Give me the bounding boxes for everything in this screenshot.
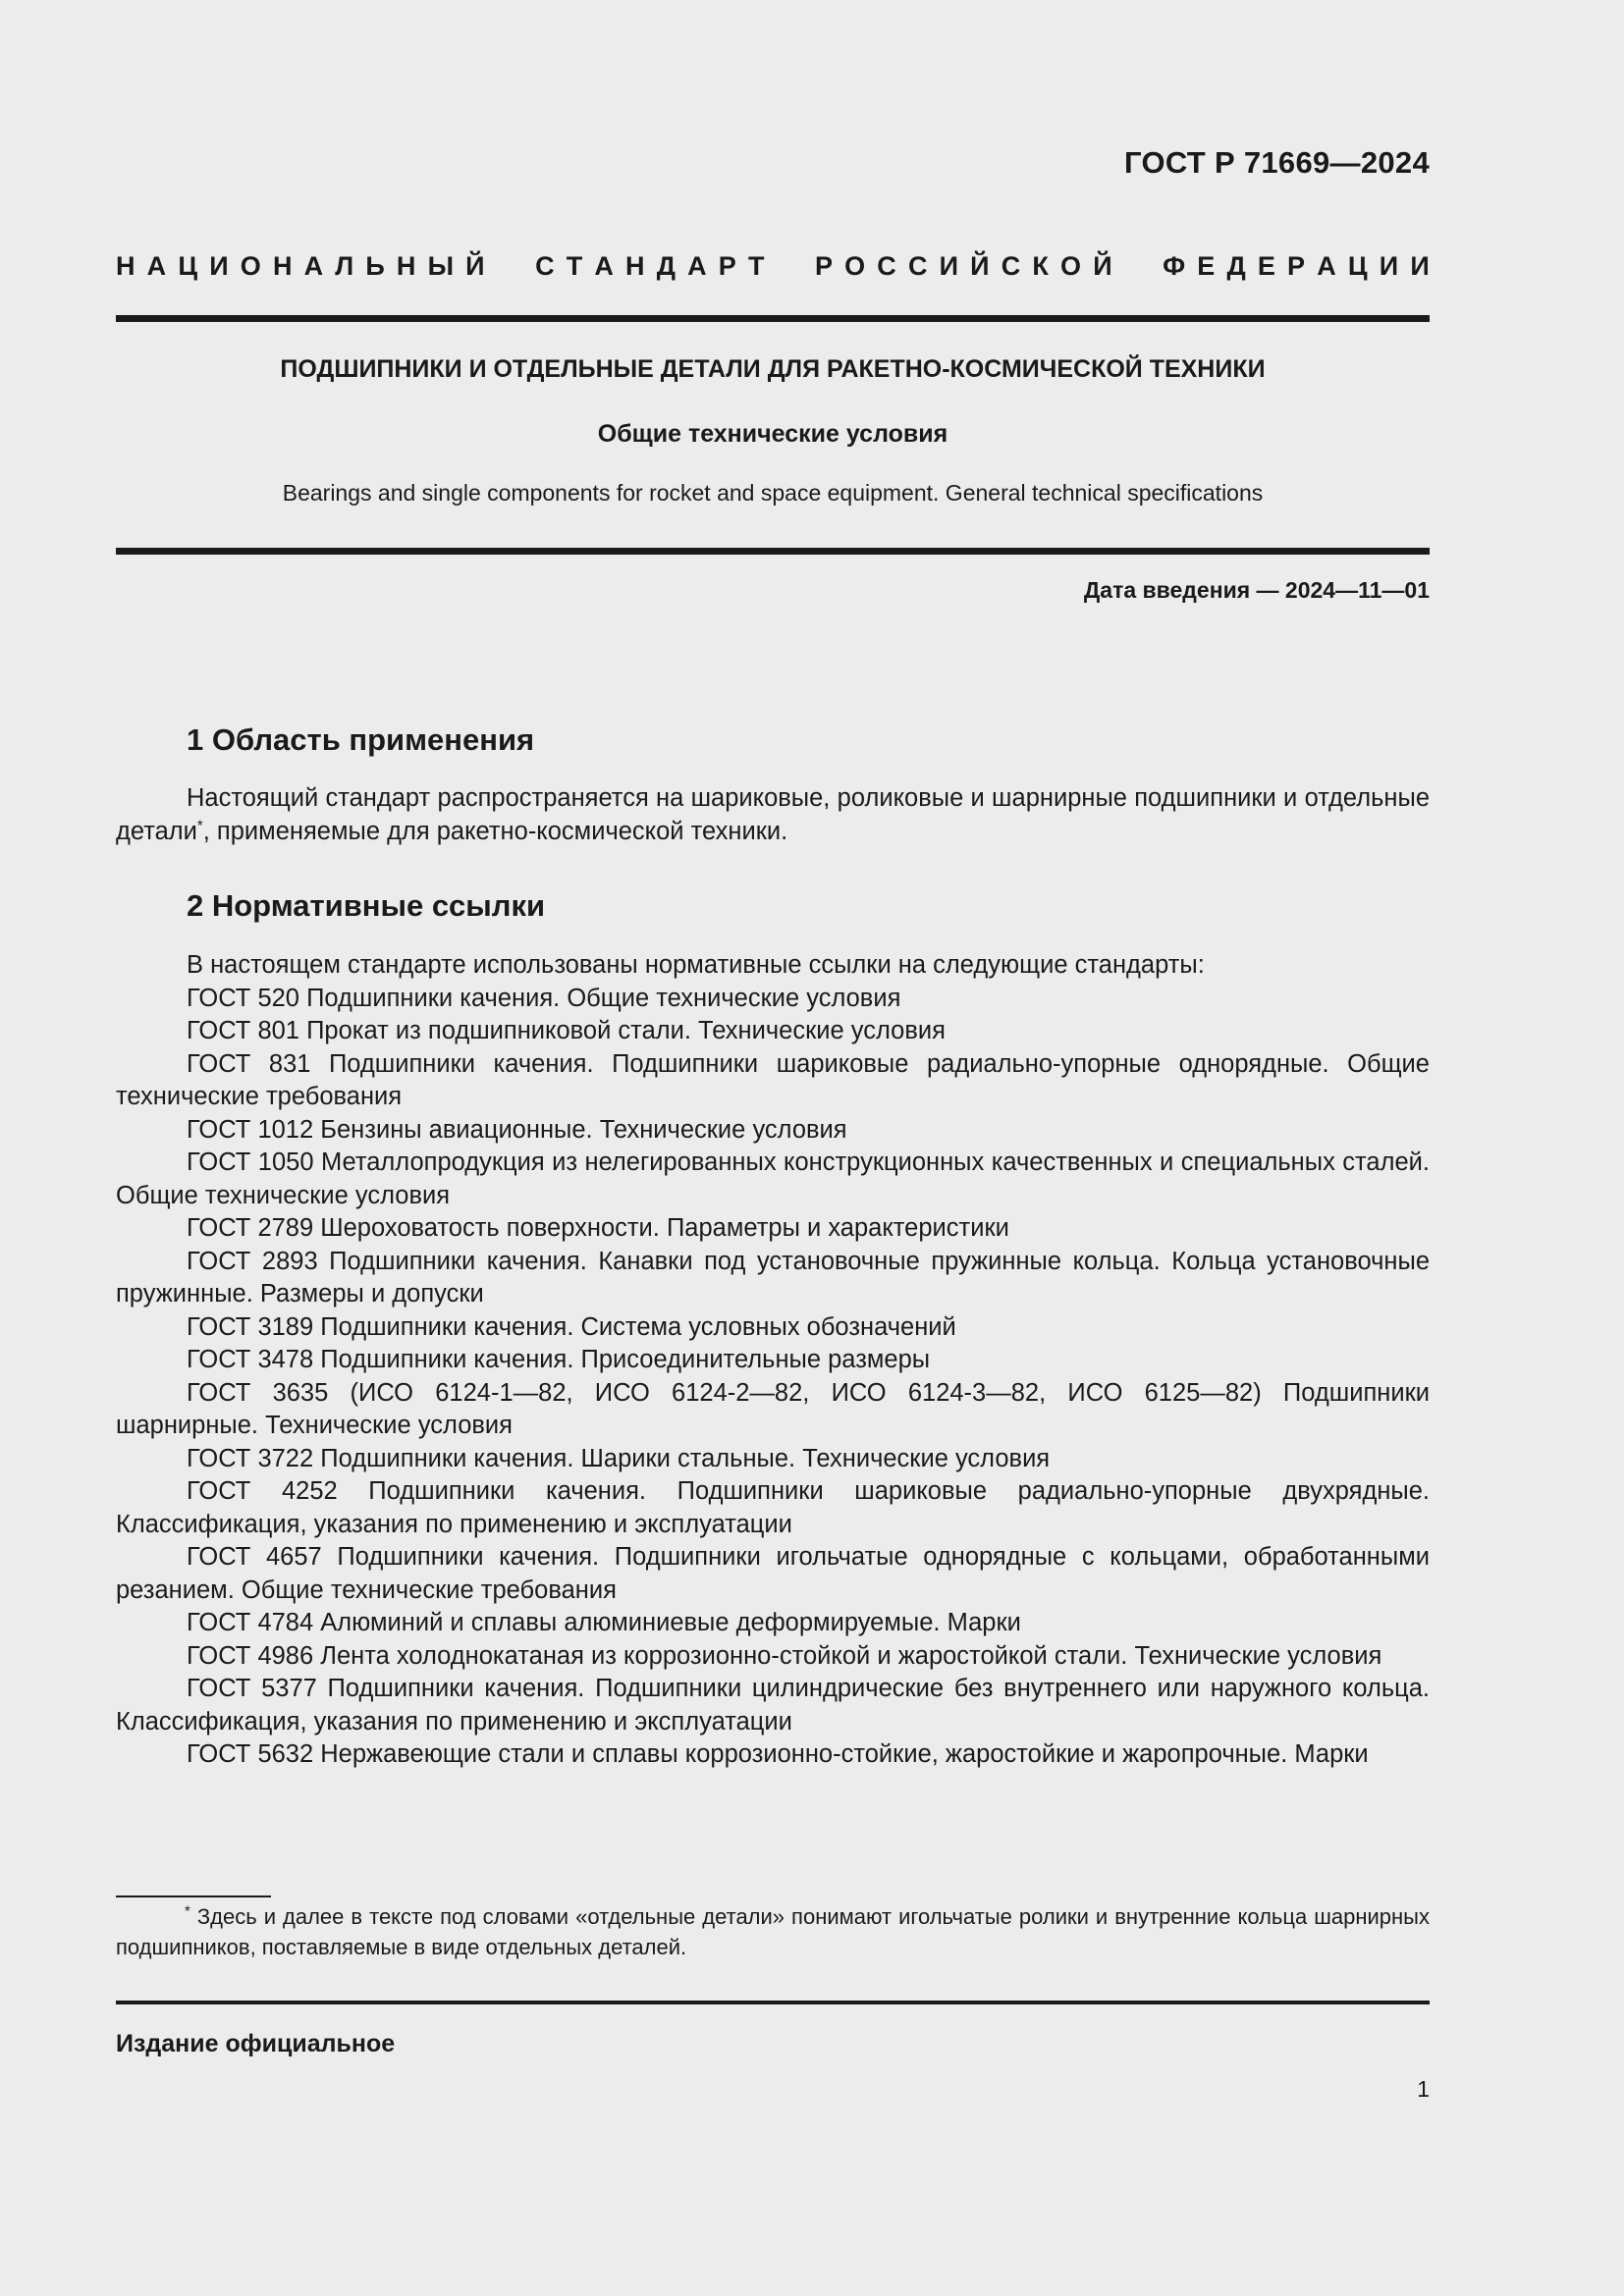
reference-item: ГОСТ 831 Подшипники качения. Подшипники шариковые радиально-упорные однорядные. Общие технические требования [116, 1049, 1430, 1110]
scope-text: Настоящий стандарт распространяется на шариковые, роликовые и шарнирные подшипники и отдельные детали [116, 784, 1430, 845]
national-title-letter: Ц [1347, 251, 1368, 281]
national-title-letter: А [303, 251, 324, 281]
footnote-text: Здесь и далее в тексте под словами «отдельные детали» понимают игольчатые ролики и внутренние кольца шарнирных подшипников, поставляемые в виде отдельных деталей. [116, 1904, 1430, 1959]
national-title-letter: Л [335, 251, 354, 281]
national-title-letter: И [1379, 251, 1399, 281]
national-title-letter: С [907, 251, 928, 281]
reference-item: ГОСТ 801 Прокат из подшипниковой стали. Технические условия [187, 1017, 946, 1044]
national-title-letter: Т [566, 251, 583, 281]
reference-item: ГОСТ 2893 Подшипники качения. Канавки под установочные пружинные кольца. Кольца установочные пружинные. Размеры и допуски [116, 1247, 1430, 1308]
national-title-letter: Е [1257, 251, 1275, 281]
national-title-letter: Ф [1163, 251, 1186, 281]
references-list [116, 949, 1430, 1772]
national-title-letter: И [1410, 251, 1430, 281]
national-title-letter: А [687, 251, 707, 281]
section-heading-references: 2 Нормативные ссылки [187, 888, 546, 923]
reference-item: ГОСТ 4252 Подшипники качения. Подшипники шариковые радиально-упорные двухрядные. Классификация, указания по применению и эксплуатации [116, 1477, 1430, 1538]
reference-items [116, 983, 1430, 1772]
national-title-letter: С [1001, 251, 1021, 281]
word-gap [795, 251, 803, 282]
reference-item: ГОСТ 4657 Подшипники качения. Подшипники игольчатые однорядные с кольцами, обработанными резанием. Общие технические требования [116, 1543, 1430, 1604]
national-title-letter: О [844, 251, 866, 281]
footer-divider [116, 2001, 1430, 2004]
national-title-letter: О [1060, 251, 1082, 281]
national-title-letter: Й [1093, 251, 1112, 281]
standard-title: ПОДШИПНИКИ И ОТДЕЛЬНЫЕ ДЕТАЛИ ДЛЯ РАКЕТНО-КОСМИЧЕСКОЙ ТЕХНИКИ [280, 355, 1266, 383]
word-gap [1124, 251, 1132, 282]
word-gap [777, 251, 785, 282]
national-title-letter: Ь [365, 251, 385, 281]
national-title-letter: Р [718, 251, 736, 281]
national-title-letter: Н [396, 251, 416, 281]
scope-paragraph [116, 782, 1430, 848]
reference-item: ГОСТ 1012 Бензины авиационные. Технические условия [187, 1115, 847, 1144]
national-title-letter: Д [1226, 251, 1246, 281]
page-number: 1 [1417, 2076, 1430, 2102]
national-title-letter: Ц [178, 251, 198, 281]
reference-item: ГОСТ 1050 Металлопродукция из нелегированных конструкционных качественных и специальных сталей. Общие технические условия [116, 1148, 1430, 1209]
section-heading-scope: 1 Область применения [187, 722, 535, 757]
national-title-letter: Н [272, 251, 293, 281]
national-title-letter: И [209, 251, 229, 281]
national-title-letter: О [240, 251, 261, 281]
national-standard-title [116, 251, 1430, 282]
header-divider [116, 315, 1430, 322]
national-title-letter: Т [747, 251, 765, 281]
national-title-letter: Й [970, 251, 990, 281]
national-title-letter: Д [656, 251, 676, 281]
national-title-letter: С [877, 251, 896, 281]
national-title-letter: С [535, 251, 555, 281]
reference-item: ГОСТ 2789 Шероховатость поверхности. Параметры и характеристики [187, 1214, 1009, 1242]
national-title-letter: А [146, 251, 167, 281]
reference-item: ГОСТ 3478 Подшипники качения. Присоединительные размеры [187, 1346, 931, 1373]
standard-subtitle: Общие технические условия [597, 420, 948, 448]
document-number: ГОСТ Р 71669—2024 [1124, 145, 1430, 180]
reference-item: ГОСТ 3722 Подшипники качения. Шарики стальные. Технические условия [187, 1444, 1051, 1472]
references-intro: В настоящем стандарте использованы нормативные ссылки на следующие стандарты: [187, 951, 1205, 979]
national-title-letter: Н [116, 251, 135, 281]
footnote [116, 1901, 1430, 1962]
reference-item: ГОСТ 4784 Алюминий и сплавы алюминиевые деформируемые. Марки [187, 1609, 1021, 1636]
reference-item: ГОСТ 3189 Подшипники качения. Система условных обозначений [187, 1312, 956, 1341]
scope-text-end: , применяемые для ракетно-космической техники. [202, 817, 788, 845]
footnote-mark: * [196, 817, 203, 833]
title-divider [116, 548, 1430, 555]
reference-item: ГОСТ 3635 (ИСО 6124-1—82, ИСО 6124-2—82, ИСО 6124-3—82, ИСО 6125—82) Подшипники шарнирные. Технические условия [116, 1378, 1430, 1439]
national-title-letter: А [594, 251, 614, 281]
introduction-date: Дата введения — 2024—11—01 [1083, 577, 1430, 603]
national-title-letter: К [1032, 251, 1049, 281]
national-title-letter: Р [1287, 251, 1306, 281]
reference-item: ГОСТ 5632 Нержавеющие стали и сплавы коррозионно-стойкие, жаростойкие и жаропрочные. Марки [187, 1740, 1369, 1768]
national-title-letter: Е [1197, 251, 1216, 281]
national-title-letter: И [939, 251, 958, 281]
english-title: Bearings and single components for rocket and space equipment. General technical specifications [282, 480, 1264, 506]
word-gap [515, 251, 523, 282]
national-title-letter: Р [814, 251, 833, 281]
national-title-letter: Ы [427, 251, 455, 281]
footnote-separator [116, 1896, 271, 1897]
reference-item: ГОСТ 4986 Лента холоднокатаная из коррозионно-стойкой и жаростойкой стали. Технические условия [187, 1641, 1382, 1670]
national-title-letter: Й [465, 251, 485, 281]
footnote-mark: * [185, 1902, 190, 1920]
word-gap [1143, 251, 1151, 282]
edition-label: Издание официальное [116, 2030, 396, 2057]
word-gap [497, 251, 505, 282]
reference-item: ГОСТ 5377 Подшипники качения. Подшипники цилиндрические без внутреннего или наружного кольца. Классификация, указания по применению и эксплуатации [116, 1675, 1430, 1735]
reference-item: ГОСТ 520 Подшипники качения. Общие технические условия [187, 984, 901, 1012]
national-title-letter: Н [625, 251, 645, 281]
national-title-letter: А [1317, 251, 1336, 281]
